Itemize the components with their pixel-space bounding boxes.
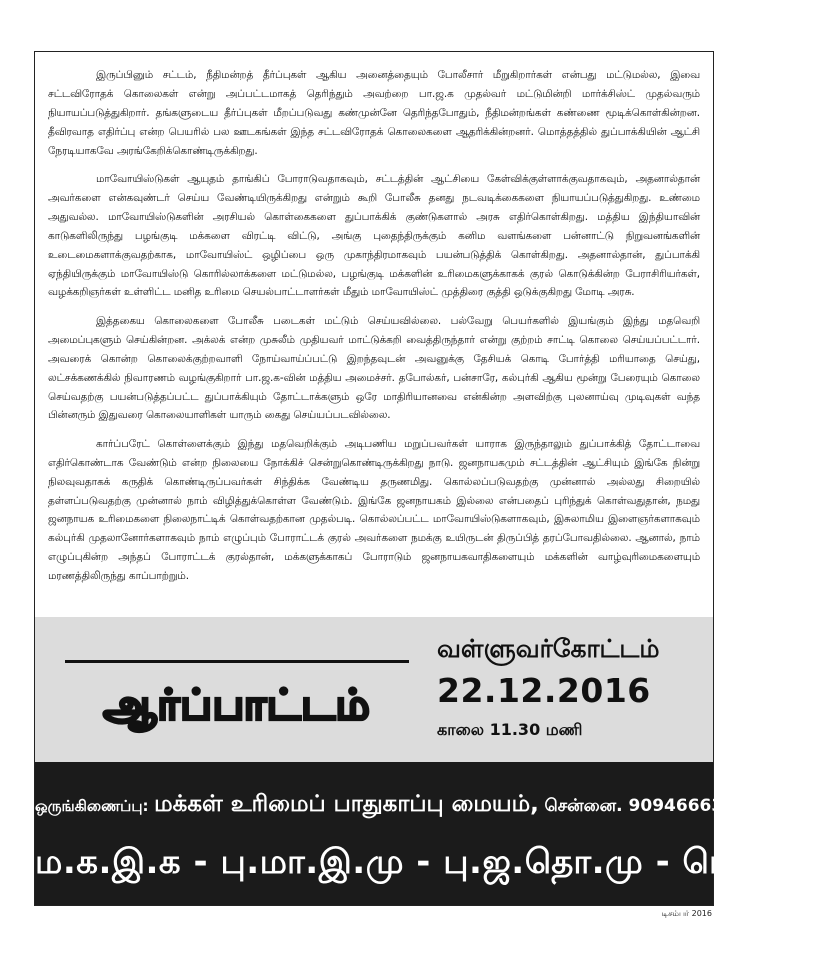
organizer-line: [35, 784, 747, 826]
event-venue: வள்ளுவர்கோட்டம்: [437, 634, 660, 663]
issue-date: டிசம்பர் 2016: [661, 909, 712, 918]
event-title: ஆர்ப்பாட்டம்: [103, 680, 371, 729]
organizer-bar: [35, 762, 839, 905]
event-time: காலை 11.30 மணி: [437, 720, 583, 739]
paragraph-4: கார்ப்பரேட் கொள்ளைக்கும் இந்து மதவெறிக்கும் அடிபணிய மறுப்பவர்கள் யாராக இருந்தாலும் துப்பாக்கித் தோட்டாவை எதிர்கொண்டாக வேண்டும் என்ற நிலையை நோக்கிச் சென்றுகொண்டிருக்கிறது நாடு. ஜனநாயகமும் சட்டத்தின் ஆட்சியும் இங்கே நின்று நிலவுவதாகக் கருதிக் கொண்டிருப்பவர்கள் சிந்திக்க வேண்டிய தருணமிது. கொல்லப்படுவதற்கு முன்னால் அல்லது சிறையில் தள்ளப்படுவதற்கு முன்னால் நாம் விழித்துக்கொள்ள வேண்டும். இங்கே ஜனநாயகம் இல்லை என்பதைப் புரிந்துக் கொள்வதுதான், நமது ஜனநாயக உரிமைகளை நிலைநாட்டிக் கொள்வதற்கான முதல்படி. கொல்லப்பட்ட மாவோயிஸ்டுகளாகவும், இசுலாமிய இளைஞர்களாகவும் கல்புர்கி முதலானோர்களாகவும் நாம் எழுப்பும் போராட்டக் குரல் அவர்களை நமக்கு உயிருடன் திருப்பித் தரப்போவதில்லை. ஆனால், நாம் எழுப்புகின்ற அந்தப் போராட்டக் குரல்தான், மக்களுக்காகப் போராடும் ஜனநாயகவாதிகளையும் மக்களின் வாழ்வுரிமைகளையும் மரணத்திலிருந்து காப்பாற்றும்.: [48, 437, 700, 583]
alliance-orgs: ம.க.இ.க - பு.மா.இ.மு - பு.ஜ.தொ.மு - பெ.வி.மு: [35, 842, 839, 882]
paragraph-3: இத்தகைய கொலைகளை போலீசு படைகள் மட்டும் செய்யவில்லை. பல்வேறு பெயர்களில் இயங்கும் இந்து மதவெறி அமைப்புகளும் செய்கின்றன. அக்லக் என்ற முசுலீம் முதியவர் மாட்டுக்கறி வைத்திருந்தார் என்று குற்றம் சாட்டி கொலை செய்யப்பட்டார். அவரைக் கொன்ற கொலைக்குற்றவாளி நோய்வாய்ப்பட்டு இறந்தவுடன் அவனுக்கு தேசியக் கொடி போர்த்தி மரியாதை செய்து, லட்சக்கணக்கில் நிவாரணம் வழங்குகிறார் பா.ஜ.க-வின் மத்திய அமைச்சர். தபோல்கர், பன்சாரே, கல்புர்கி ஆகிய மூன்று பேரையும் கொலை செய்வதற்கு பயன்படுத்தப்பட்ட துப்பாக்கியும் தோட்டாக்களும் ஒரே மாதிரியானவை என்கின்ற அளவிற்கு புலனாய்வு முடிவுகள் வந்த பின்னரும் இதுவரை கொலையாளிகள் யாரும் கைது செய்யப்படவில்லை.: [48, 314, 700, 422]
organizer-city-phone: சென்னை. 9094666320: [544, 796, 747, 816]
banner-divider: [65, 660, 409, 663]
event-date: 22.12.2016: [437, 671, 651, 710]
paragraph-1: இருப்பினும் சட்டம், நீதிமன்றத் தீர்ப்புகள் ஆகிய அனைத்தையும் போலீசார் மீறுகிறார்கள் என்பது மட்டுமல்ல, இவை சட்டவிரோதக் கொலைகள் என்று அப்பட்டமாகத் தெரிந்தும் அவற்றை பா.ஜ.க முதல்வர் மட்டுமின்றி மார்க்சிஸ்ட் முதல்வரும் நியாயப்படுத்துகிறார். தங்களுடைய தீர்ப்புகள் மீறப்படுவது கண்முன்னே தெரிந்தபோதும், நீதிமன்றங்கள் கண்ணை மூடிக்கொள்கின்றன. தீவிரவாத எதிர்ப்பு என்ற பெயரில் பல ஊடகங்கள் இந்த சட்டவிரோதக் கொலைகளை ஆதரிக்கின்றனர். மொத்தத்தில் துப்பாக்கியின் ஆட்சி நேரடியாகவே அரங்கேறிக்கொண்டிருக்கிறது.: [48, 69, 700, 157]
organizer-label: ஒருங்கிணைப்பு:: [35, 797, 149, 815]
paragraph-2: மாவோயிஸ்டுகள் ஆயுதம் தாங்கிப் போராடுவதாகவும், சட்டத்தின் ஆட்சியை கேள்விக்குள்ளாக்குவதாகவும், அதனால்தான் அவர்களை என்கவுண்டர் செய்ய வேண்டியிருக்கிறது என்றும் கூறி போலீசு தனது நடவடிக்கைகளை நியாயப்படுத்துகிறது. உண்மை அதுவல்ல. மாவோயிஸ்டுகளின் அரசியல் கொள்கைகளை துப்பாக்கிக் குண்டுகளால் அரசு எதிர்கொள்கிறது. மத்திய இந்தியாவின் காடுகளிலிருந்து பழங்குடி மக்களை விரட்டி விட்டு, அங்கு புதைந்திருக்கும் கனிம வளங்களை பன்னாட்டு நிறுவனங்களின் உடைமைகளாக்குவதற்காக, மாவோயிஸ்ட் ஒழிப்பை ஒரு முகாந்திரமாகவும் பயன்படுத்திக் கொள்கிறது. அதனால்தான், துப்பாக்கி ஏந்தியிருக்கும் மாவோயிஸ்டு கொரில்லாக்களை மட்டுமல்ல, பழங்குடி மக்களின் உரிமைகளுக்காகக் குரல் கொடுக்கின்ற பேராசிரியர்கள், வழக்கறிஞர்கள் உள்ளிட்ட மனித உரிமை செயல்பாட்டாளர்கள் மீதும் மாவோயிஸ்ட் முத்திரை குத்தி ஒடுக்குகிறது மோடி அரசு.: [48, 173, 700, 299]
organizer-name: மக்கள் உரிமைப் பாதுகாப்பு மையம்,: [154, 791, 539, 817]
article-body: [48, 66, 700, 596]
